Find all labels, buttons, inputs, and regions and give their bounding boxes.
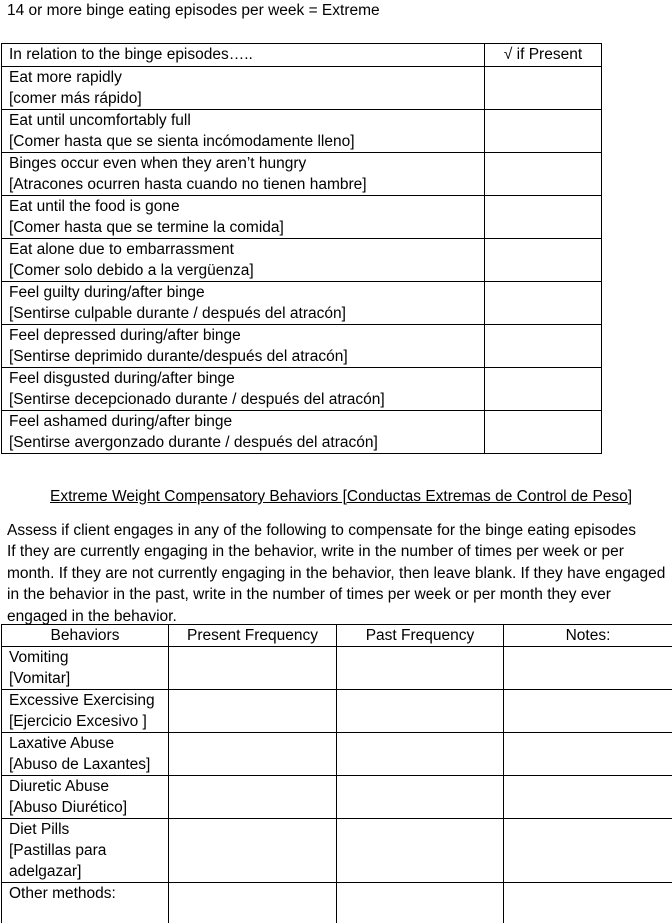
binge-symptoms-table	[1, 43, 602, 454]
present-check-cell[interactable]	[485, 411, 602, 454]
behavior-es: [Vomitar]	[9, 670, 71, 687]
past-frequency-cell[interactable]	[337, 690, 504, 733]
behavior-cell	[2, 690, 169, 733]
past-frequency-cell[interactable]	[337, 733, 504, 776]
symptom-en: Feel guilty during/after binge	[9, 284, 205, 301]
column-header-behaviors: Behaviors	[2, 625, 169, 647]
column-header-present-frequency: Present Frequency	[169, 625, 337, 647]
present-frequency-cell[interactable]	[169, 776, 337, 819]
behavior-cell	[2, 733, 169, 776]
behavior-en: Other methods:	[9, 885, 116, 902]
behavior-es: [Abuso Diurético]	[9, 799, 128, 816]
present-check-cell[interactable]	[485, 196, 602, 239]
symptom-cell	[2, 196, 485, 239]
present-frequency-cell[interactable]	[169, 690, 337, 733]
symptom-es: [Sentirse culpable durante / después del atracón]	[9, 305, 346, 322]
behavior-cell	[2, 819, 169, 883]
table-row	[2, 733, 672, 776]
present-check-cell[interactable]	[485, 239, 602, 282]
symptom-cell	[2, 67, 485, 110]
notes-cell[interactable]	[504, 883, 672, 923]
table-row	[2, 819, 672, 883]
instructions-line-2: If they are currently engaging in the behavior, write in the number of times per week or per month. If they are not currently engaging in the behavior, then leave blank. If they have engaged in the behavior in the past, write in the number of times per week or per month they ever engaged in the behavior.	[7, 543, 666, 625]
table-row	[2, 325, 602, 368]
table-row	[2, 690, 672, 733]
behavior-cell	[2, 647, 169, 690]
present-frequency-cell[interactable]	[169, 883, 337, 923]
symptom-cell	[2, 239, 485, 282]
table-row	[2, 282, 602, 325]
instructions-line-1: Assess if client engages in any of the following to compensate for the binge eating episodes	[7, 522, 637, 539]
symptom-cell	[2, 325, 485, 368]
notes-cell[interactable]	[504, 690, 672, 733]
notes-cell[interactable]	[504, 776, 672, 819]
compensatory-behaviors-table	[1, 624, 672, 923]
table-row	[2, 239, 602, 282]
symptom-en: Eat until uncomfortably full	[9, 112, 191, 129]
behavior-es: [Abuso de Laxantes]	[9, 756, 151, 773]
symptom-en: Eat more rapidly	[9, 69, 122, 86]
notes-cell[interactable]	[504, 647, 672, 690]
symptom-en: Binges occur even when they aren’t hungry	[9, 155, 307, 172]
column-header-binge-episodes: In relation to the binge episodes…..	[2, 44, 485, 67]
symptom-en: Eat until the food is gone	[9, 198, 180, 215]
past-frequency-cell[interactable]	[337, 776, 504, 819]
instructions	[7, 520, 667, 627]
behavior-cell	[2, 776, 169, 819]
behavior-en: Diet Pills	[9, 821, 70, 838]
column-header-if-present: √ if Present	[485, 44, 602, 67]
symptom-es: [Comer hasta que se sienta incómodamente lleno]	[9, 133, 355, 150]
symptom-es: [Comer solo debido a la vergüenza]	[9, 262, 254, 279]
symptom-es: [comer más rápido]	[9, 90, 142, 107]
table-row	[2, 153, 602, 196]
table-row	[2, 647, 672, 690]
column-header-notes: Notes:	[504, 625, 672, 647]
column-header-past-frequency: Past Frequency	[337, 625, 504, 647]
behavior-en: Diuretic Abuse	[9, 778, 109, 795]
behavior-en: Vomiting	[9, 649, 69, 666]
symptom-en: Feel ashamed during/after binge	[9, 413, 233, 430]
section-title: Extreme Weight Compensatory Behaviors [Conductas Extremas de Control de Peso]	[50, 488, 633, 505]
table-row	[2, 411, 602, 454]
present-check-cell[interactable]	[485, 368, 602, 411]
table-row	[2, 776, 672, 819]
symptom-en: Feel depressed during/after binge	[9, 327, 241, 344]
symptom-es: [Sentirse decepcionado durante / después del atracón]	[9, 391, 385, 408]
present-frequency-cell[interactable]	[169, 733, 337, 776]
symptom-en: Eat alone due to embarrassment	[9, 241, 234, 258]
present-check-cell[interactable]	[485, 325, 602, 368]
present-check-cell[interactable]	[485, 110, 602, 153]
past-frequency-cell[interactable]	[337, 647, 504, 690]
symptom-cell	[2, 153, 485, 196]
present-check-cell[interactable]	[485, 67, 602, 110]
present-check-cell[interactable]	[485, 153, 602, 196]
table-row	[2, 67, 602, 110]
notes-cell[interactable]	[504, 819, 672, 883]
past-frequency-cell[interactable]	[337, 883, 504, 923]
table-row	[2, 196, 602, 239]
present-check-cell[interactable]	[485, 282, 602, 325]
behavior-en: Excessive Exercising	[9, 692, 155, 709]
past-frequency-cell[interactable]	[337, 819, 504, 883]
table-row	[2, 110, 602, 153]
behavior-es: [Pastillas para adelgazar]	[9, 842, 107, 880]
table-row	[2, 883, 672, 923]
table-header-row	[2, 625, 672, 647]
symptom-cell	[2, 411, 485, 454]
symptom-en: Feel disgusted during/after binge	[9, 370, 235, 387]
present-frequency-cell[interactable]	[169, 647, 337, 690]
symptom-cell	[2, 110, 485, 153]
notes-cell[interactable]	[504, 733, 672, 776]
table-row	[2, 368, 602, 411]
present-frequency-cell[interactable]	[169, 819, 337, 883]
symptom-es: [Comer hasta que se termine la comida]	[9, 219, 284, 236]
table-header-row	[2, 44, 602, 67]
symptom-es: [Atracones ocurren hasta cuando no tienen hambre]	[9, 176, 367, 193]
behavior-cell	[2, 883, 169, 923]
symptom-es: [Sentirse avergonzado durante / después del atracón]	[9, 434, 378, 451]
symptom-cell	[2, 282, 485, 325]
behavior-en: Laxative Abuse	[9, 735, 115, 752]
symptom-cell	[2, 368, 485, 411]
severity-note: 14 or more binge eating episodes per week = Extreme	[7, 2, 380, 19]
symptom-es: [Sentirse deprimido durante/después del atracón]	[9, 348, 348, 365]
behavior-es: [Ejercicio Excesivo ]	[9, 713, 147, 730]
